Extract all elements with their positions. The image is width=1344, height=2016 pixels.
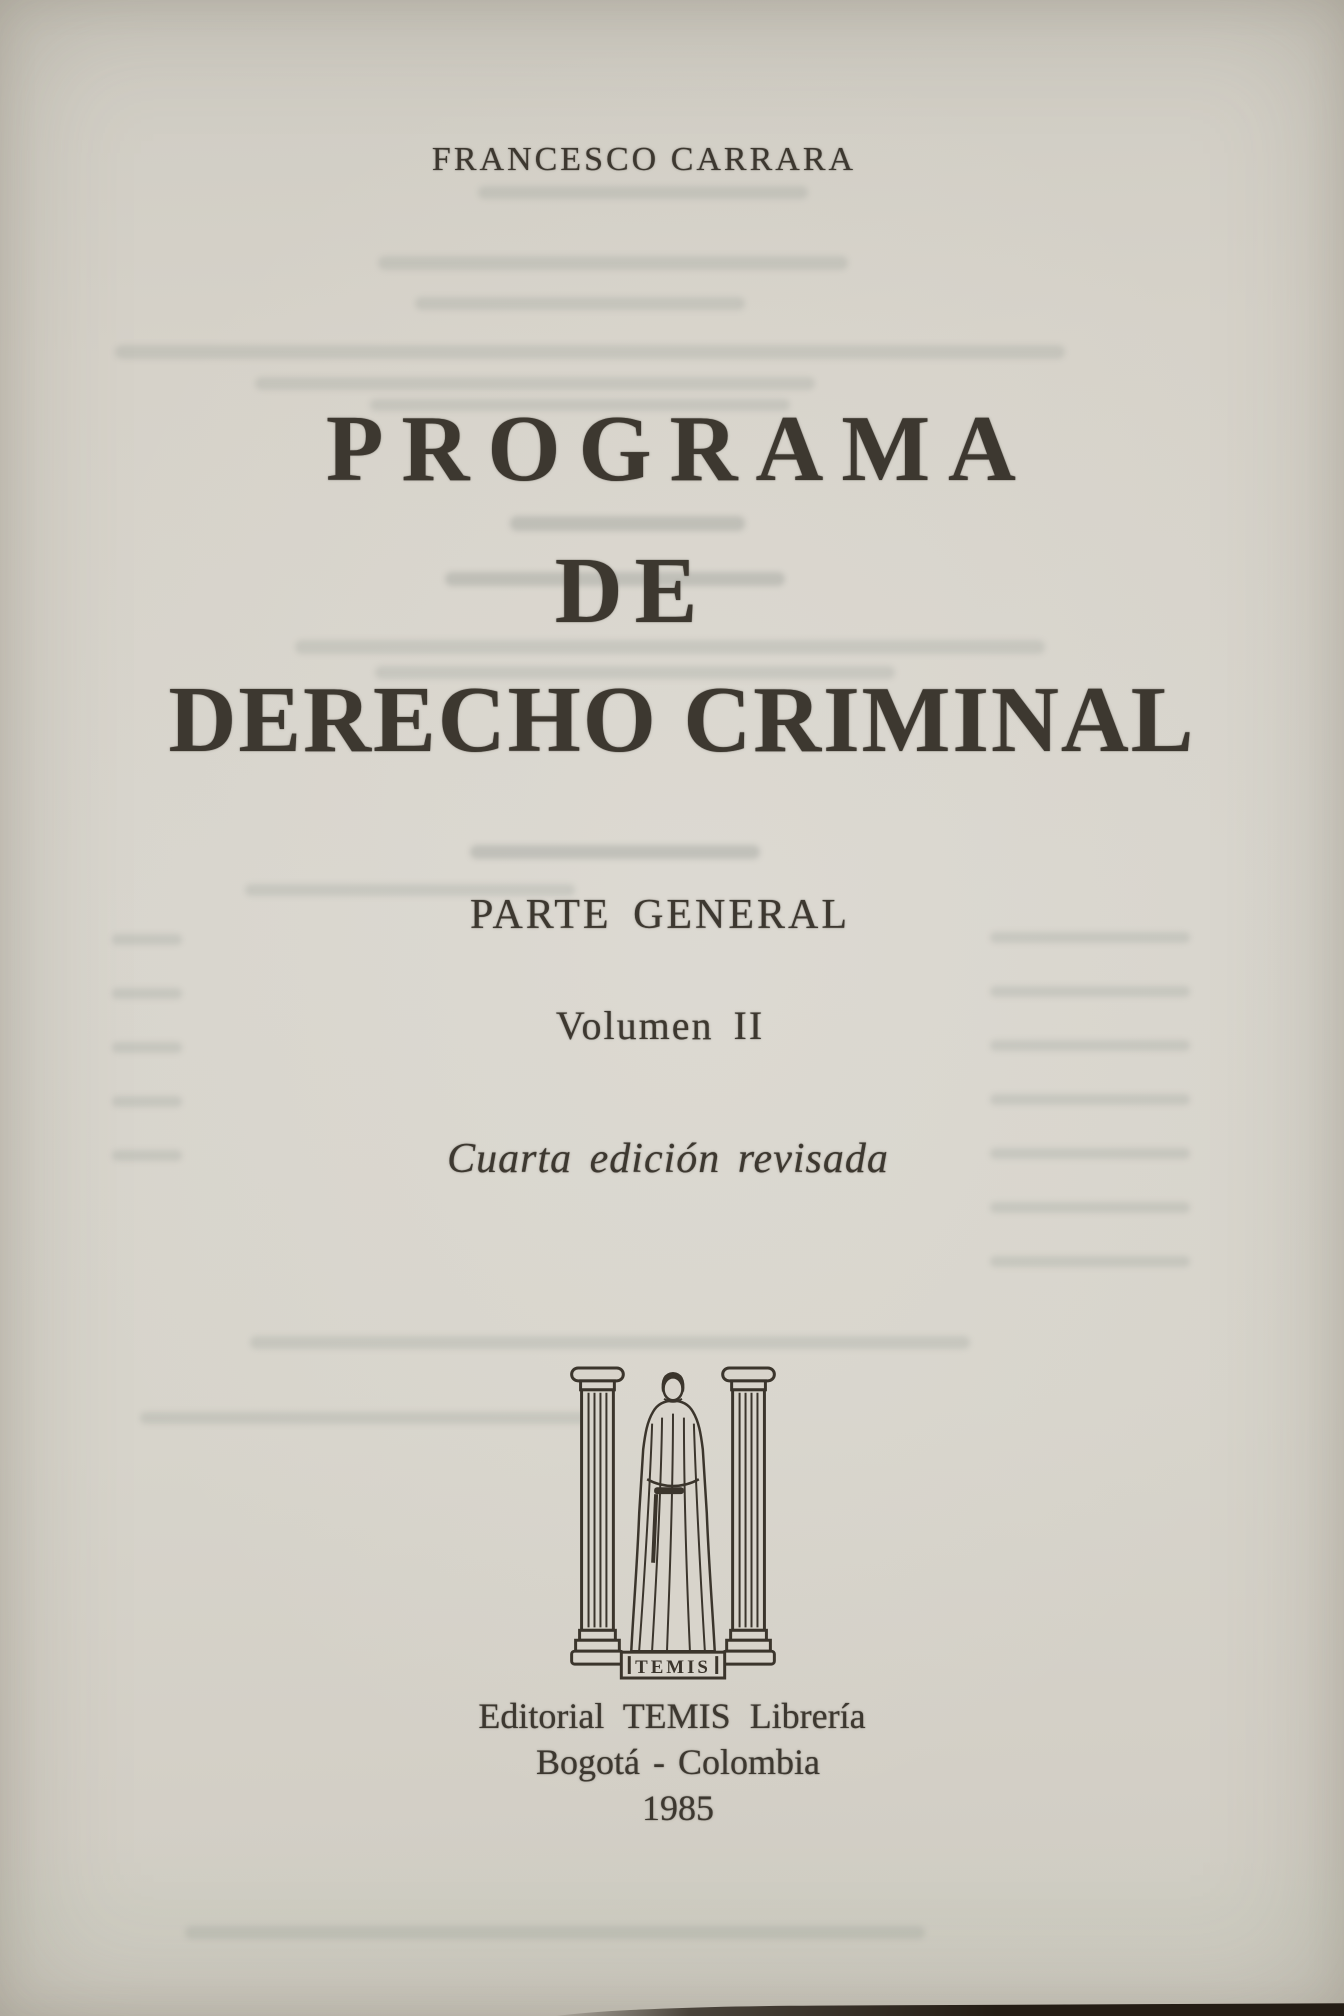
showthrough-line (415, 297, 745, 310)
book-title-line-3: DERECHO CRIMINAL (168, 668, 1196, 772)
showthrough-line (990, 1094, 1190, 1105)
showthrough-line (478, 186, 808, 199)
publisher-name: Editorial TEMIS Librería (478, 1696, 866, 1736)
showthrough-line (250, 1336, 970, 1349)
temis-banner (621, 1652, 724, 1678)
showthrough-line (470, 845, 760, 859)
temis-publisher-logo (568, 1362, 778, 1680)
background-edge-bottom (540, 2003, 1344, 2016)
showthrough-line (115, 345, 1065, 359)
volume-label: Volumen II (555, 1003, 765, 1048)
left-column-icon (572, 1368, 624, 1664)
publication-year: 1985 (642, 1788, 714, 1828)
showthrough-line (510, 516, 745, 531)
themis-statue-icon (631, 1372, 714, 1651)
edition-note: Cuarta edición revisada (447, 1136, 889, 1182)
showthrough-line (990, 1202, 1190, 1213)
part-label: PARTE GENERAL (469, 892, 851, 938)
showthrough-line (990, 986, 1190, 997)
publisher-city: Bogotá - Colombia (536, 1742, 820, 1782)
showthrough-line (112, 988, 182, 999)
showthrough-line (140, 1412, 610, 1424)
showthrough-line (990, 1256, 1190, 1267)
right-column-icon (723, 1368, 775, 1664)
book-title-line-2: DE (554, 539, 710, 643)
showthrough-line (255, 377, 815, 390)
showthrough-line (112, 1096, 182, 1107)
temis-logo-caption: TEMIS (635, 1657, 711, 1679)
book-title-line-1: PROGRAMA (326, 397, 1034, 501)
author-name: FRANCESCO CARRARA (431, 141, 857, 178)
showthrough-line (378, 256, 848, 270)
background-shadow-bottom-left (0, 1915, 510, 2016)
